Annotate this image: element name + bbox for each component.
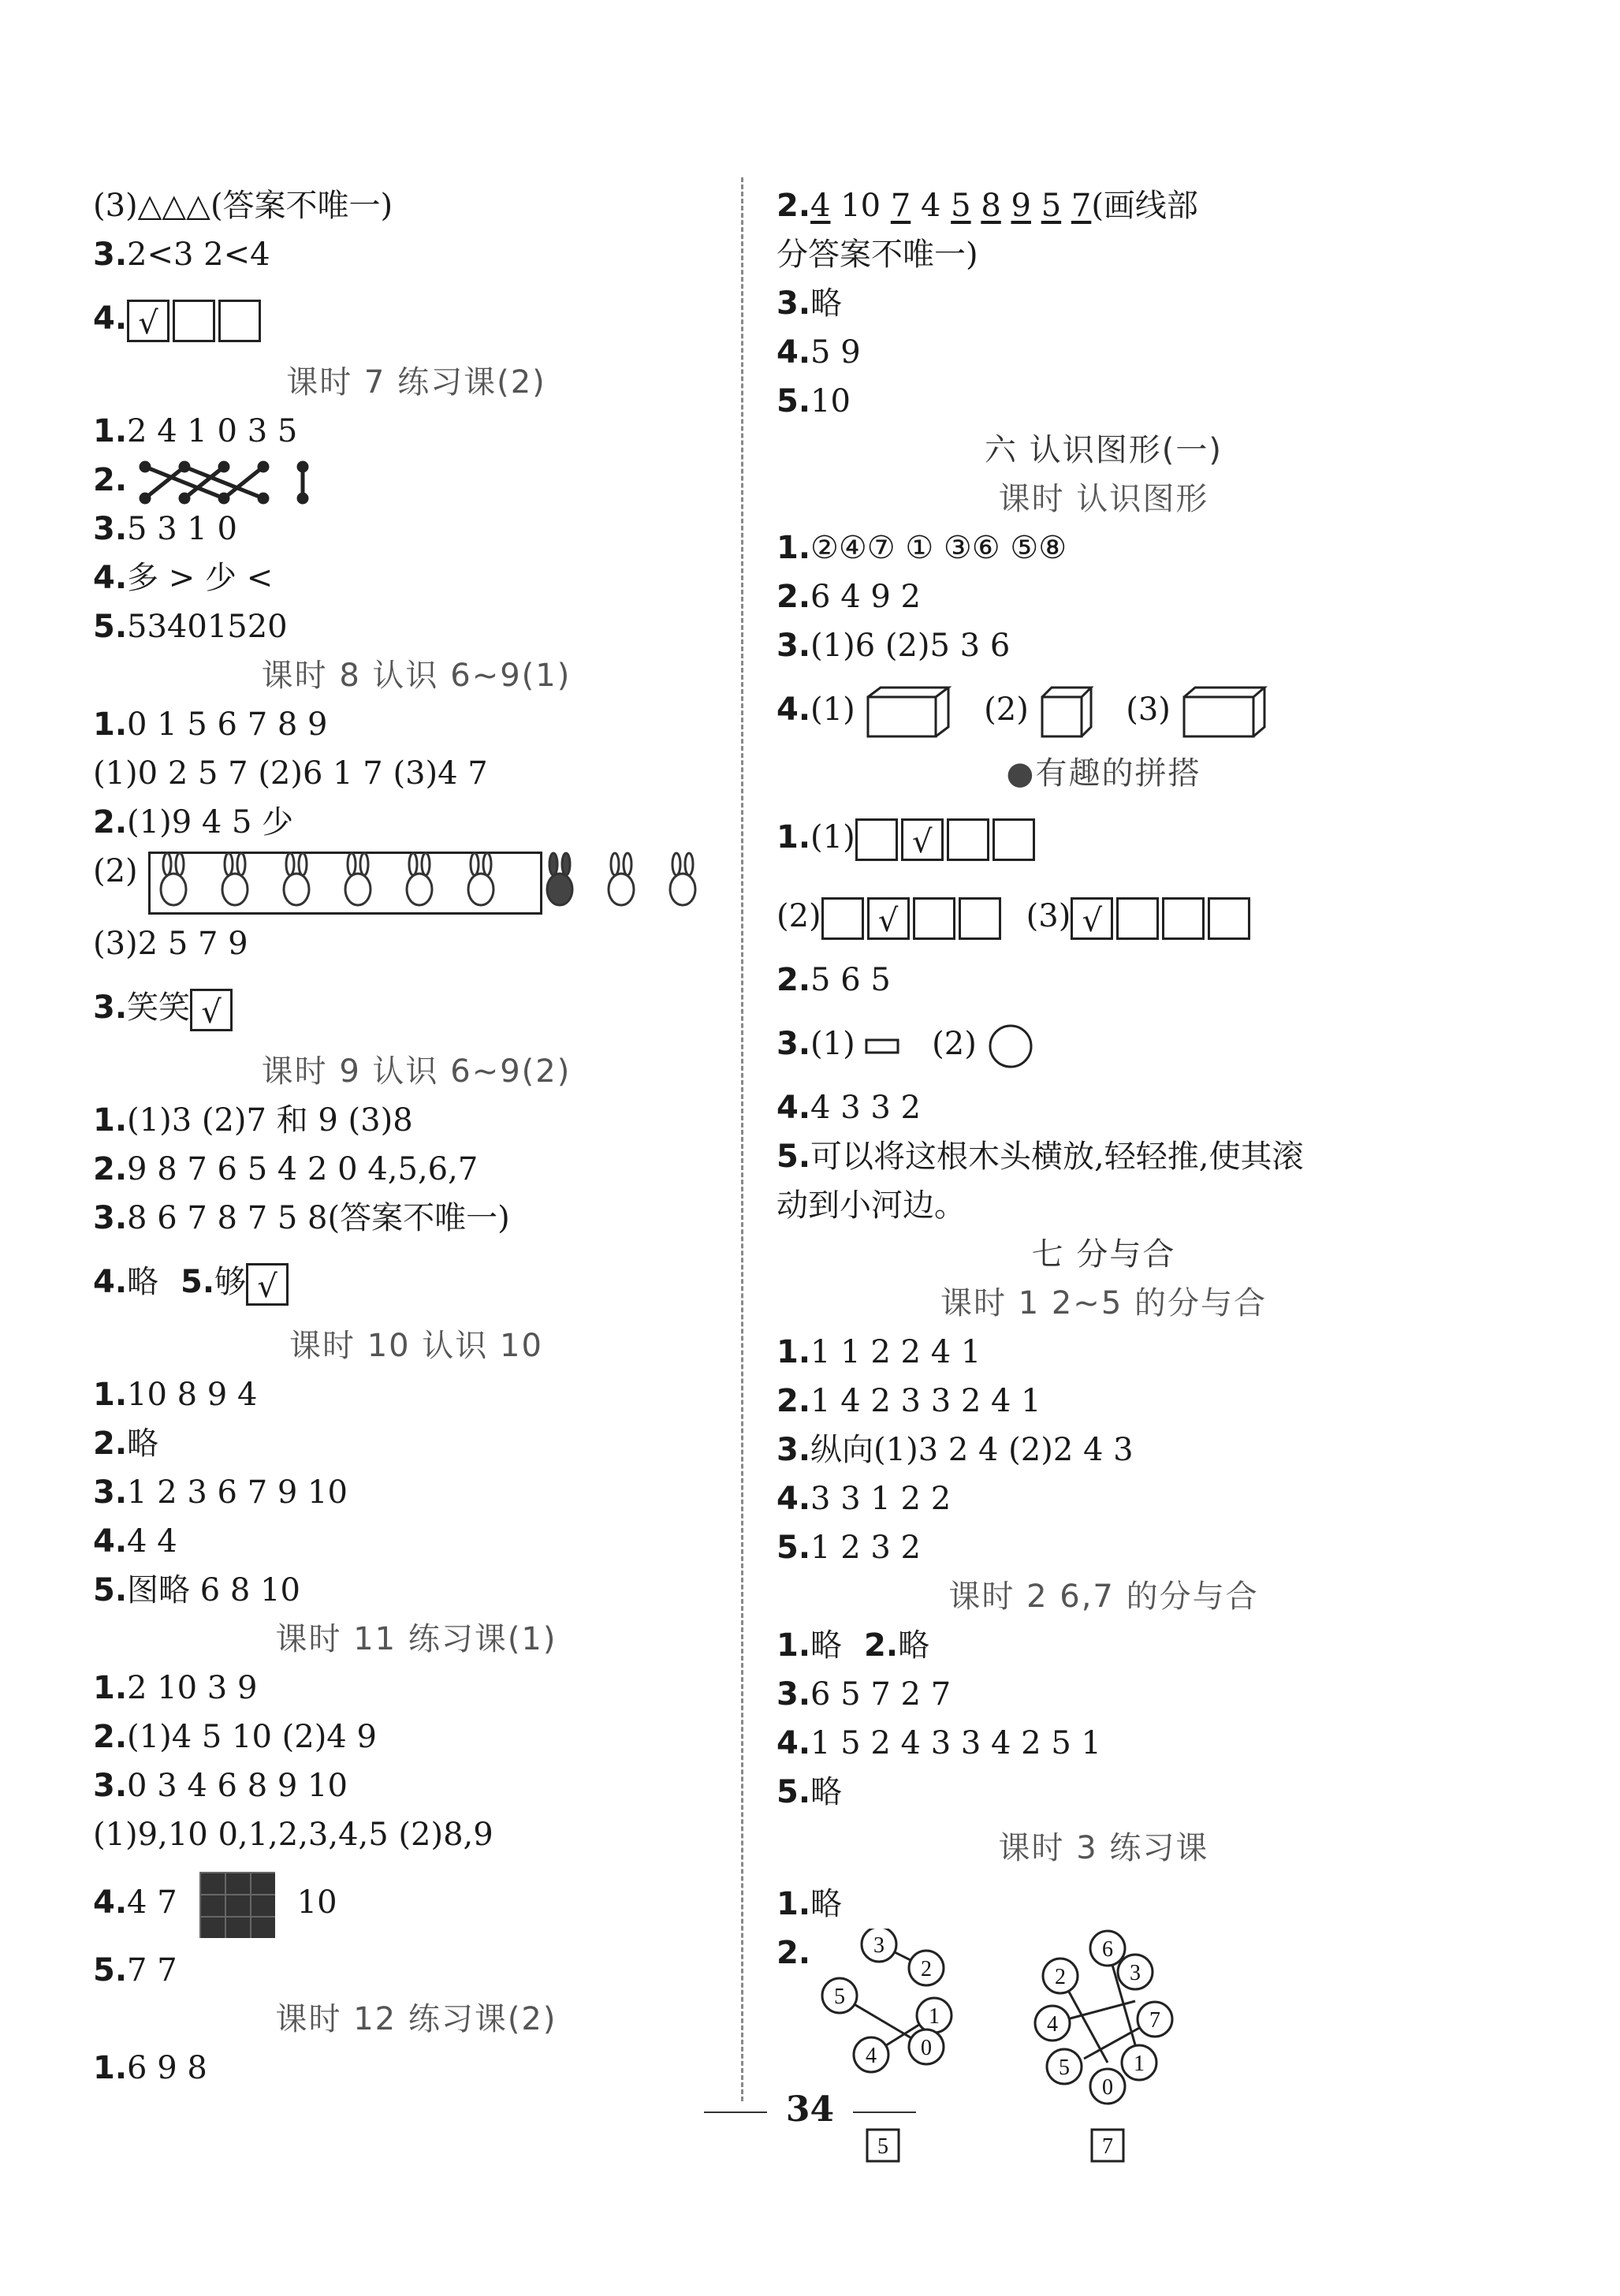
answer-line: 1.0 1 5 6 7 8 9 xyxy=(93,706,328,743)
answer-line: 3.6 5 7 2 7 xyxy=(776,1676,952,1713)
answer-line: 3.1 2 3 6 7 9 10 xyxy=(93,1474,348,1511)
answer-line: (1)9,10 0,1,2,3,4,5 (2)8,9 xyxy=(93,1817,493,1853)
graph2-node: 6 xyxy=(1102,1937,1113,1962)
answer-line: 1.2 4 1 0 3 5 xyxy=(93,413,298,449)
empty-box xyxy=(992,818,1035,861)
answer-line: 4.1 5 2 4 3 3 4 2 5 1 xyxy=(776,1725,1101,1761)
answer-line: 2.4 10 7 4 5 8 9 5 7(画线部 xyxy=(776,188,1198,224)
answer-line: 3.笑笑√ xyxy=(93,968,739,1047)
left-column xyxy=(93,181,739,2093)
section-heading: ●有趣的拼搭 xyxy=(1006,755,1201,792)
answer-line: 2. 3 2 5 1 4 0 5 2 6 3 4 7 5 0 1 7 xyxy=(776,1929,1431,2181)
answer-line: 1.略 xyxy=(776,1886,843,1922)
empty-box xyxy=(1162,897,1205,940)
graph2-node: 5 xyxy=(1059,2056,1070,2080)
answer-line: 2.9 8 7 6 5 4 2 0 4,5,6,7 xyxy=(93,1151,479,1187)
section-heading: 课时 2 6,7 的分与合 xyxy=(948,1578,1259,1615)
graph2-node: 0 xyxy=(1102,2075,1113,2100)
section-heading: 课时 认识图形 xyxy=(998,481,1209,517)
answer-line: 1.2 10 3 9 xyxy=(93,1670,258,1706)
rectangle-face-figure xyxy=(865,1037,899,1056)
cube-figure xyxy=(1039,684,1094,740)
graph1-label: 5 xyxy=(877,2134,888,2159)
answer-line: 5.图略 6 8 10 xyxy=(93,1572,300,1608)
answer-line: 4.5 9 xyxy=(776,334,861,371)
answer-line: 4.多 > 少 < xyxy=(93,560,274,596)
answer-line: 1.(1)√ xyxy=(776,798,1431,877)
check-box xyxy=(867,897,910,940)
answer-line: 4.√ xyxy=(93,279,739,358)
answer-line: (3)△△△(答案不唯一) xyxy=(93,188,393,224)
answer-line: 4.4 7 10 xyxy=(93,1859,739,1946)
check-box xyxy=(246,1263,289,1306)
long-cuboid-figure xyxy=(1181,684,1268,740)
answer-line: 5.53401520 xyxy=(93,609,288,645)
graph1-node: 4 xyxy=(866,2044,877,2068)
graph2-node: 7 xyxy=(1149,2008,1160,2033)
check-box xyxy=(901,818,944,861)
column-divider xyxy=(741,177,743,2101)
answer-line: 2. xyxy=(93,456,739,505)
graph1-node: 0 xyxy=(921,2036,932,2060)
answer-line: 5.7 7 xyxy=(93,1952,177,1988)
graph2-node: 2 xyxy=(1055,1965,1066,1989)
empty-box xyxy=(218,300,261,342)
empty-box xyxy=(1116,897,1159,940)
check-box xyxy=(190,989,233,1031)
answer-line: 5.10 xyxy=(776,383,851,419)
graph2-node: 3 xyxy=(1130,1961,1141,1985)
answer-line: 5.1 2 3 2 xyxy=(776,1530,921,1566)
answer-line: 5.略 xyxy=(776,1774,843,1810)
answer-line: 1.②④⑦ ① ③⑥ ⑤⑧ xyxy=(776,530,1067,566)
graph1-node: 5 xyxy=(834,1985,845,2009)
answer-line: 3.纵向(1)3 2 4 (2)2 4 3 xyxy=(776,1432,1134,1468)
answer-line: 1.6 9 8 xyxy=(93,2050,207,2086)
unit-heading: 七 分与合 xyxy=(1031,1236,1176,1273)
answer-line: 5.可以将这根木头横放,轻轻推,使其滚 xyxy=(776,1139,1304,1175)
empty-box xyxy=(913,897,955,940)
graph2-node: 1 xyxy=(1134,2052,1145,2076)
answer-line: 3.2<3 2<4 xyxy=(93,237,270,273)
section-heading: 课时 7 练习课(2) xyxy=(286,364,546,401)
answer-line: 2.(1)9 4 5 少 xyxy=(93,804,294,840)
answer-line: 1.略 2.略 xyxy=(776,1627,930,1664)
answer-line: 动到小河边。 xyxy=(776,1187,966,1224)
empty-box xyxy=(947,818,989,861)
section-heading: 课时 9 认识 6~9(2) xyxy=(261,1053,572,1090)
answer-line: 2.1 4 2 3 3 2 4 1 xyxy=(776,1383,1041,1419)
answer-line: 4.3 3 1 2 2 xyxy=(776,1481,952,1517)
answer-line: 分答案不唯一) xyxy=(776,237,978,273)
answer-line: 4.4 3 3 2 xyxy=(776,1090,921,1126)
section-heading: 课时 3 练习课 xyxy=(998,1830,1209,1866)
empty-box xyxy=(173,300,215,342)
section-heading: 课时 11 练习课(1) xyxy=(275,1621,557,1657)
bunny-row-figure xyxy=(150,850,749,918)
answer-line: 3.(1)6 (2)5 3 6 xyxy=(776,628,1011,664)
check-box xyxy=(127,300,169,342)
circle-face-figure xyxy=(987,1023,1034,1070)
answer-line: 3.0 3 4 6 8 9 10 xyxy=(93,1768,348,1804)
graph2-label: 7 xyxy=(1102,2134,1113,2159)
empty-box xyxy=(821,897,864,940)
answer-line: 1.(1)3 (2)7 和 9 (3)8 xyxy=(93,1102,413,1139)
answer-line: 1.1 1 2 2 4 1 xyxy=(776,1334,981,1370)
graph1-node: 2 xyxy=(921,1957,932,1981)
section-heading: 课时 12 练习课(2) xyxy=(275,2001,557,2037)
answer-line: 3.5 3 1 0 xyxy=(93,511,237,547)
matching-lines-figure xyxy=(137,459,318,506)
graph2-node: 4 xyxy=(1047,2012,1058,2037)
unit-heading: 六 认识图形(一) xyxy=(985,432,1223,468)
empty-box xyxy=(1208,897,1250,940)
answer-line: 3.8 6 7 8 7 5 8(答案不唯一) xyxy=(93,1200,510,1236)
right-column xyxy=(776,181,1431,2181)
section-heading: 课时 10 认识 10 xyxy=(289,1328,543,1364)
answer-line: (2) xyxy=(93,847,739,919)
check-box xyxy=(1071,897,1113,940)
answer-line: 4.(1) (2) (3) xyxy=(776,670,1431,749)
answer-line: 3.略 xyxy=(776,285,843,322)
number-pair-graph xyxy=(792,1929,1407,2181)
graph1-node: 1 xyxy=(929,2004,940,2029)
page-number: 34 xyxy=(0,2089,1620,2130)
answer-line: (2)√ (3)√ xyxy=(776,877,1431,956)
answer-line: (1)0 2 5 7 (2)6 1 7 (3)4 7 xyxy=(93,755,488,792)
answer-line: 4.4 4 xyxy=(93,1523,177,1560)
empty-box xyxy=(959,897,1001,940)
section-heading: 课时 8 认识 6~9(1) xyxy=(261,658,572,694)
empty-box xyxy=(855,818,898,861)
answer-line: 2.5 6 5 xyxy=(776,962,891,998)
answer-line: 2.略 xyxy=(93,1426,159,1462)
cuboid-figure xyxy=(865,684,952,740)
graph1-node: 3 xyxy=(873,1933,884,1958)
answer-line: 2.6 4 9 2 xyxy=(776,579,921,615)
answer-line: 4.略 5.够√ xyxy=(93,1243,739,1321)
answer-line: 3.(1) (2) xyxy=(776,1004,1431,1083)
answer-line: (3)2 5 7 9 xyxy=(93,926,248,962)
section-heading: 课时 1 2~5 的分与合 xyxy=(940,1285,1267,1321)
shaded-grid-figure xyxy=(199,1872,275,1938)
answer-line: 1.10 8 9 4 xyxy=(93,1377,258,1413)
answer-line: 2.(1)4 5 10 (2)4 9 xyxy=(93,1719,377,1755)
